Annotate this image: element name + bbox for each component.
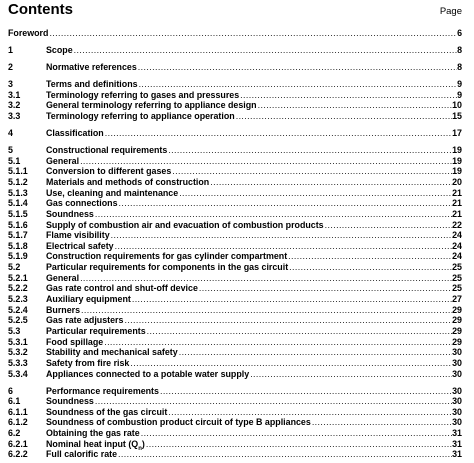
toc-entry-page-number: 30	[452, 368, 462, 379]
toc-entry[interactable]	[8, 369, 462, 380]
toc-entry-page-number: 6	[457, 28, 462, 38]
toc-entry[interactable]	[8, 28, 462, 39]
toc-entry-title	[46, 449, 117, 460]
toc-entry-page-number: 30	[452, 417, 462, 428]
toc-entry-title-text: Foreword	[8, 28, 49, 38]
toc-entry-title	[46, 128, 104, 139]
toc-entry[interactable]	[8, 251, 462, 262]
toc-entry-page-number: 30	[452, 396, 462, 407]
toc-entry-page-number: 24	[452, 240, 462, 251]
toc-entry[interactable]	[8, 347, 462, 358]
toc-entry[interactable]	[8, 315, 462, 326]
dot-leader	[114, 241, 453, 252]
toc-entry-page-number: 29	[452, 315, 462, 326]
toc-entry-page-number: 30	[452, 385, 462, 396]
dot-leader	[123, 315, 452, 326]
toc-entry-page-number: 17	[452, 128, 462, 139]
toc-entry-number: 6.1.1	[8, 406, 28, 417]
toc-entry-title	[46, 315, 123, 326]
toc-entry-line	[46, 417, 462, 428]
toc-entry-title-text: Conversion to different gases	[46, 166, 172, 177]
toc-entry-page-number: 20	[452, 177, 462, 187]
dot-leader	[198, 283, 452, 294]
dot-leader	[118, 198, 453, 209]
toc-entry-line	[46, 326, 462, 337]
toc-entry-title-text: Terminology referring to gases and pressures	[46, 89, 240, 100]
toc-entry-title-text: Materials and methods of construction	[46, 177, 210, 187]
toc-entry-number: 4	[8, 128, 13, 139]
toc-entry[interactable]	[8, 79, 462, 90]
toc-entry-title	[46, 283, 198, 294]
toc-entry-number: 5.1.3	[8, 187, 28, 198]
toc-entry-line	[46, 145, 462, 156]
toc-entry-line	[46, 209, 462, 220]
toc-entry-title	[46, 220, 324, 231]
toc-entry-title-text: Particular requirements	[46, 325, 146, 336]
toc-entry-title	[8, 28, 48, 39]
toc-entry-page-number: 25	[452, 262, 462, 273]
toc-entry-title	[46, 305, 80, 316]
dot-leader	[324, 220, 453, 231]
page-column-label: Page	[439, 6, 462, 17]
toc-entry-title-text: Food spillage	[46, 336, 104, 347]
toc-entry-title-text: Particular requirements for components in the gas circuit	[46, 262, 289, 273]
toc-entry[interactable]	[8, 417, 462, 428]
toc-entry-page-number: 21	[452, 208, 462, 219]
dot-leader	[129, 358, 452, 369]
toc-entry-number: 3	[8, 79, 13, 90]
toc-entry-line	[46, 428, 462, 439]
toc-entry-title-text: Auxiliary equipment	[46, 294, 131, 305]
dot-leader	[117, 449, 452, 460]
dot-leader	[79, 273, 452, 284]
toc-entry-number: 6	[8, 385, 13, 396]
toc-entry[interactable]	[8, 198, 462, 209]
toc-entry-line	[46, 315, 462, 326]
toc-entry-title-text: Nominal heat input (Q	[46, 438, 139, 449]
toc-entry-number: 6.2.2	[8, 449, 28, 460]
toc-entry-title	[46, 294, 131, 305]
toc-entry[interactable]	[8, 262, 462, 273]
toc-entry-title	[46, 198, 118, 209]
toc-entry-title-text: Gas connections	[46, 198, 118, 209]
toc-entry-number: 6.2.1	[8, 438, 28, 449]
toc-entry[interactable]	[8, 439, 462, 450]
toc-entry-title-text: General	[46, 272, 80, 283]
toc-entry[interactable]	[8, 386, 462, 397]
toc-entry-page-number: 15	[452, 111, 462, 122]
toc-entry-line	[46, 100, 462, 111]
toc-entry-line	[46, 386, 462, 397]
toc-entry-title-text: Use, cleaning and maintenance	[46, 187, 179, 198]
toc-entry-number: 2	[8, 62, 13, 73]
toc-entry-line	[46, 166, 462, 177]
dot-leader	[159, 386, 452, 397]
toc-entry-number: 5.2.4	[8, 304, 28, 315]
toc-entry-page-number: 9	[457, 79, 462, 90]
toc-entry-title-text: Gas rate adjusters	[46, 315, 124, 326]
toc-entry-title	[46, 188, 178, 199]
toc-entry-page-number: 8	[457, 45, 462, 56]
table-of-contents	[8, 28, 462, 460]
dot-leader	[288, 262, 452, 273]
toc-entry-title	[46, 417, 311, 428]
toc-entry-line	[46, 188, 462, 199]
toc-entry-number: 5.1.9	[8, 251, 28, 262]
toc-entry-title-text: Stability and mechanical safety	[46, 347, 178, 358]
toc-entry-title-text: Classification	[46, 128, 104, 139]
toc-entry-line	[46, 283, 462, 294]
toc-entry-title-text: Gas rate control and shut-off device	[46, 283, 198, 294]
toc-entry-title	[46, 396, 94, 407]
dot-leader	[73, 45, 457, 56]
toc-entry[interactable]	[8, 273, 462, 284]
toc-entry-title	[46, 209, 94, 220]
toc-entry-title-text: Supply of combustion air and evacuation of combustion products	[46, 219, 324, 230]
toc-entry-title	[46, 177, 209, 188]
toc-entry-title	[46, 439, 145, 450]
dot-leader	[235, 111, 452, 122]
toc-entry-title	[46, 45, 73, 56]
dot-leader	[311, 417, 452, 428]
toc-entry-page-number: 27	[452, 294, 462, 305]
dot-leader	[145, 439, 452, 450]
toc-entry-number: 5.3	[8, 325, 21, 336]
dot-leader	[79, 156, 452, 167]
toc-entry-line	[46, 241, 462, 252]
toc-entry-title	[46, 358, 129, 369]
toc-entry-page-number: 29	[452, 336, 462, 347]
toc-entry-title-text: Terminology referring to appliance operation	[46, 111, 235, 122]
toc-entry-title-text: Appliances connected to a potable water supply	[46, 368, 250, 379]
toc-entry-number: 5.1.2	[8, 177, 28, 187]
toc-entry-page-number: 30	[452, 357, 462, 368]
toc-entry-title-text: Terms and definitions	[46, 79, 138, 90]
toc-entry[interactable]	[8, 62, 462, 73]
toc-entry-page-number: 19	[452, 166, 462, 177]
toc-entry-number: 5	[8, 145, 13, 156]
dot-leader	[167, 407, 452, 418]
dot-leader	[249, 369, 452, 380]
dot-leader	[48, 28, 457, 39]
toc-entry-line	[46, 90, 462, 101]
toc-entry-title-tail: )	[141, 438, 145, 449]
toc-entry-title	[46, 428, 140, 439]
toc-entry[interactable]	[8, 283, 462, 294]
toc-entry-number: 5.1.1	[8, 166, 28, 177]
toc-entry-page-number: 25	[452, 272, 462, 283]
dot-leader	[178, 347, 452, 358]
toc-entry-title	[46, 347, 178, 358]
toc-entry[interactable]	[8, 326, 462, 337]
toc-entry-title-text: Constructional requirements	[46, 145, 168, 156]
toc-entry[interactable]	[8, 128, 462, 139]
toc-entry-page-number: 10	[452, 100, 462, 111]
toc-entry[interactable]	[8, 90, 462, 101]
dot-leader	[138, 79, 458, 90]
toc-entry-line	[46, 79, 462, 90]
dot-leader	[209, 177, 452, 188]
toc-entry-line	[46, 45, 462, 56]
toc-entry-page-number: 8	[457, 62, 462, 73]
toc-entry-title-text: Normative references	[46, 62, 137, 73]
toc-entry-page-number: 29	[452, 304, 462, 315]
toc-entry[interactable]	[8, 111, 462, 122]
toc-entry-page-number: 29	[452, 325, 462, 336]
toc-entry-number: 3.2	[8, 100, 21, 111]
toc-entry-page-number: 19	[452, 145, 462, 156]
toc-entry[interactable]	[8, 428, 462, 439]
toc-entry-number: 5.1.7	[8, 230, 28, 241]
toc-entry-title-subscript: n	[138, 445, 142, 452]
dot-leader	[146, 326, 452, 337]
toc-entry-title	[46, 111, 235, 122]
toc-entry-page-number: 25	[452, 283, 462, 294]
toc-entry-title-text: Soundness	[46, 396, 94, 407]
toc-entry-title	[46, 407, 167, 418]
dot-leader	[94, 396, 452, 407]
toc-entry-number: 5.1	[8, 155, 21, 166]
dot-leader	[103, 337, 452, 348]
toc-entry-number: 5.3.4	[8, 368, 28, 379]
toc-entry-title-text: Obtaining the gas rate	[46, 428, 140, 439]
toc-entry-number: 5.1.5	[8, 208, 28, 219]
toc-entry-title-text: Safety from fire risk	[46, 357, 130, 368]
dot-leader	[80, 305, 452, 316]
toc-entry-title-text: General	[46, 155, 80, 166]
toc-entry-title	[46, 79, 138, 90]
toc-entry-title	[46, 337, 103, 348]
toc-entry-page-number: 22	[452, 219, 462, 230]
toc-entry-number: 6.2	[8, 428, 21, 439]
toc-entry-title	[46, 62, 137, 73]
toc-entry-line	[46, 177, 462, 188]
toc-entry-page-number: 24	[452, 251, 462, 262]
toc-entry-title-text: Construction requirements for gas cylinder compartment	[46, 251, 288, 262]
toc-entry-title-text: Performance requirements	[46, 385, 159, 396]
toc-entry-title-text: Electrical safety	[46, 240, 114, 251]
toc-entry-title	[46, 156, 79, 167]
toc-entry-page-number: 30	[452, 347, 462, 358]
toc-entry-line	[46, 220, 462, 231]
page-title: Contents	[8, 1, 73, 18]
toc-entry[interactable]	[8, 45, 462, 56]
toc-entry-number: 6.1	[8, 396, 21, 407]
toc-entry[interactable]	[8, 188, 462, 199]
toc-entry-line	[46, 198, 462, 209]
dot-leader	[131, 294, 452, 305]
toc-entry-line	[46, 347, 462, 358]
toc-entry[interactable]	[8, 209, 462, 220]
toc-entry-line	[46, 156, 462, 167]
toc-entry-title-text: Soundness of the gas circuit	[46, 406, 168, 417]
dot-leader	[171, 166, 452, 177]
toc-entry-line	[46, 128, 462, 139]
toc-entry-number: 5.2	[8, 262, 21, 273]
toc-entry-line	[46, 273, 462, 284]
toc-entry-line	[46, 62, 462, 73]
toc-entry-line	[46, 439, 462, 450]
toc-entry[interactable]	[8, 220, 462, 231]
toc-entry-number: 3.3	[8, 111, 21, 122]
toc-entry[interactable]	[8, 407, 462, 418]
toc-entry-title-text: General terminology referring to appliance design	[46, 100, 257, 111]
toc-entry-number: 5.3.3	[8, 357, 28, 368]
toc-entry-title	[46, 100, 257, 111]
toc-entry[interactable]	[8, 294, 462, 305]
toc-entry-line	[8, 28, 462, 39]
toc-entry-title	[46, 241, 114, 252]
toc-entry-number: 5.2.2	[8, 283, 28, 294]
toc-entry[interactable]	[8, 100, 462, 111]
contents-header	[8, 0, 462, 22]
toc-entry[interactable]	[8, 241, 462, 252]
toc-entry-page-number: 31	[452, 449, 462, 460]
toc-entry-line	[46, 407, 462, 418]
toc-entry-title-text: Burners	[46, 304, 81, 315]
dot-leader	[110, 230, 452, 241]
dot-leader	[239, 90, 457, 101]
toc-entry[interactable]	[8, 449, 462, 460]
toc-entry-title-text: Soundness	[46, 208, 94, 219]
toc-entry-number: 5.1.4	[8, 198, 28, 209]
toc-entry-page-number: 24	[452, 230, 462, 241]
toc-entry-title-text: Scope	[46, 45, 73, 56]
dot-leader	[137, 62, 457, 73]
toc-entry-title	[46, 273, 79, 284]
toc-entry-line	[46, 396, 462, 407]
toc-entry-line	[46, 449, 462, 460]
toc-entry-page-number: 19	[452, 155, 462, 166]
dot-leader	[178, 188, 452, 199]
toc-entry-title	[46, 369, 249, 380]
toc-entry-line	[46, 369, 462, 380]
toc-entry-number: 3.1	[8, 89, 21, 100]
toc-entry-title	[46, 90, 239, 101]
dot-leader	[257, 100, 453, 111]
toc-entry-number: 5.3.2	[8, 347, 28, 358]
toc-entry-line	[46, 230, 462, 241]
toc-entry[interactable]	[8, 156, 462, 167]
toc-entry[interactable]	[8, 305, 462, 316]
toc-entry[interactable]	[8, 358, 462, 369]
toc-entry[interactable]	[8, 396, 462, 407]
toc-entry-title	[46, 262, 288, 273]
dot-leader	[167, 145, 452, 156]
toc-entry-title	[46, 145, 167, 156]
toc-entry-page-number: 30	[452, 406, 462, 417]
toc-entry[interactable]	[8, 337, 462, 348]
toc-entry-page-number: 31	[452, 428, 462, 439]
toc-entry-page-number: 9	[457, 89, 462, 100]
toc-entry-line	[46, 358, 462, 369]
toc-entry-title	[46, 326, 146, 337]
toc-entry-number: 5.2.3	[8, 294, 28, 305]
toc-entry-line	[46, 262, 462, 273]
toc-entry-title	[46, 230, 110, 241]
toc-entry-line	[46, 294, 462, 305]
toc-entry-title	[46, 251, 287, 262]
toc-entry[interactable]	[8, 145, 462, 156]
toc-entry-title-text: Full calorific rate	[46, 449, 118, 460]
toc-entry-number: 6.1.2	[8, 417, 28, 428]
toc-entry-title	[46, 386, 159, 397]
dot-leader	[104, 128, 452, 139]
toc-entry-title-text: Flame visibility	[46, 230, 110, 241]
toc-entry-title-text: Soundness of combustion product circuit of type B appliances	[46, 417, 311, 428]
toc-entry-line	[46, 111, 462, 122]
toc-entry-title	[46, 166, 171, 177]
toc-entry[interactable]	[8, 177, 462, 188]
toc-entry[interactable]	[8, 230, 462, 241]
toc-entry-line	[46, 251, 462, 262]
toc-entry-line	[46, 305, 462, 316]
toc-entry-number: 5.3.1	[8, 336, 28, 347]
toc-entry-number: 5.1.6	[8, 219, 28, 230]
toc-entry-number: 5.1.8	[8, 240, 28, 251]
toc-entry-line	[46, 337, 462, 348]
toc-entry-number: 5.2.5	[8, 315, 28, 326]
toc-entry-page-number: 21	[452, 187, 462, 198]
dot-leader	[94, 209, 452, 220]
toc-entry-page-number: 31	[452, 438, 462, 449]
toc-entry-page-number: 21	[452, 198, 462, 209]
dot-leader	[140, 428, 452, 439]
dot-leader	[287, 251, 452, 262]
toc-entry[interactable]	[8, 166, 462, 177]
toc-entry-number: 5.2.1	[8, 272, 28, 283]
toc-entry-number: 1	[8, 45, 13, 56]
